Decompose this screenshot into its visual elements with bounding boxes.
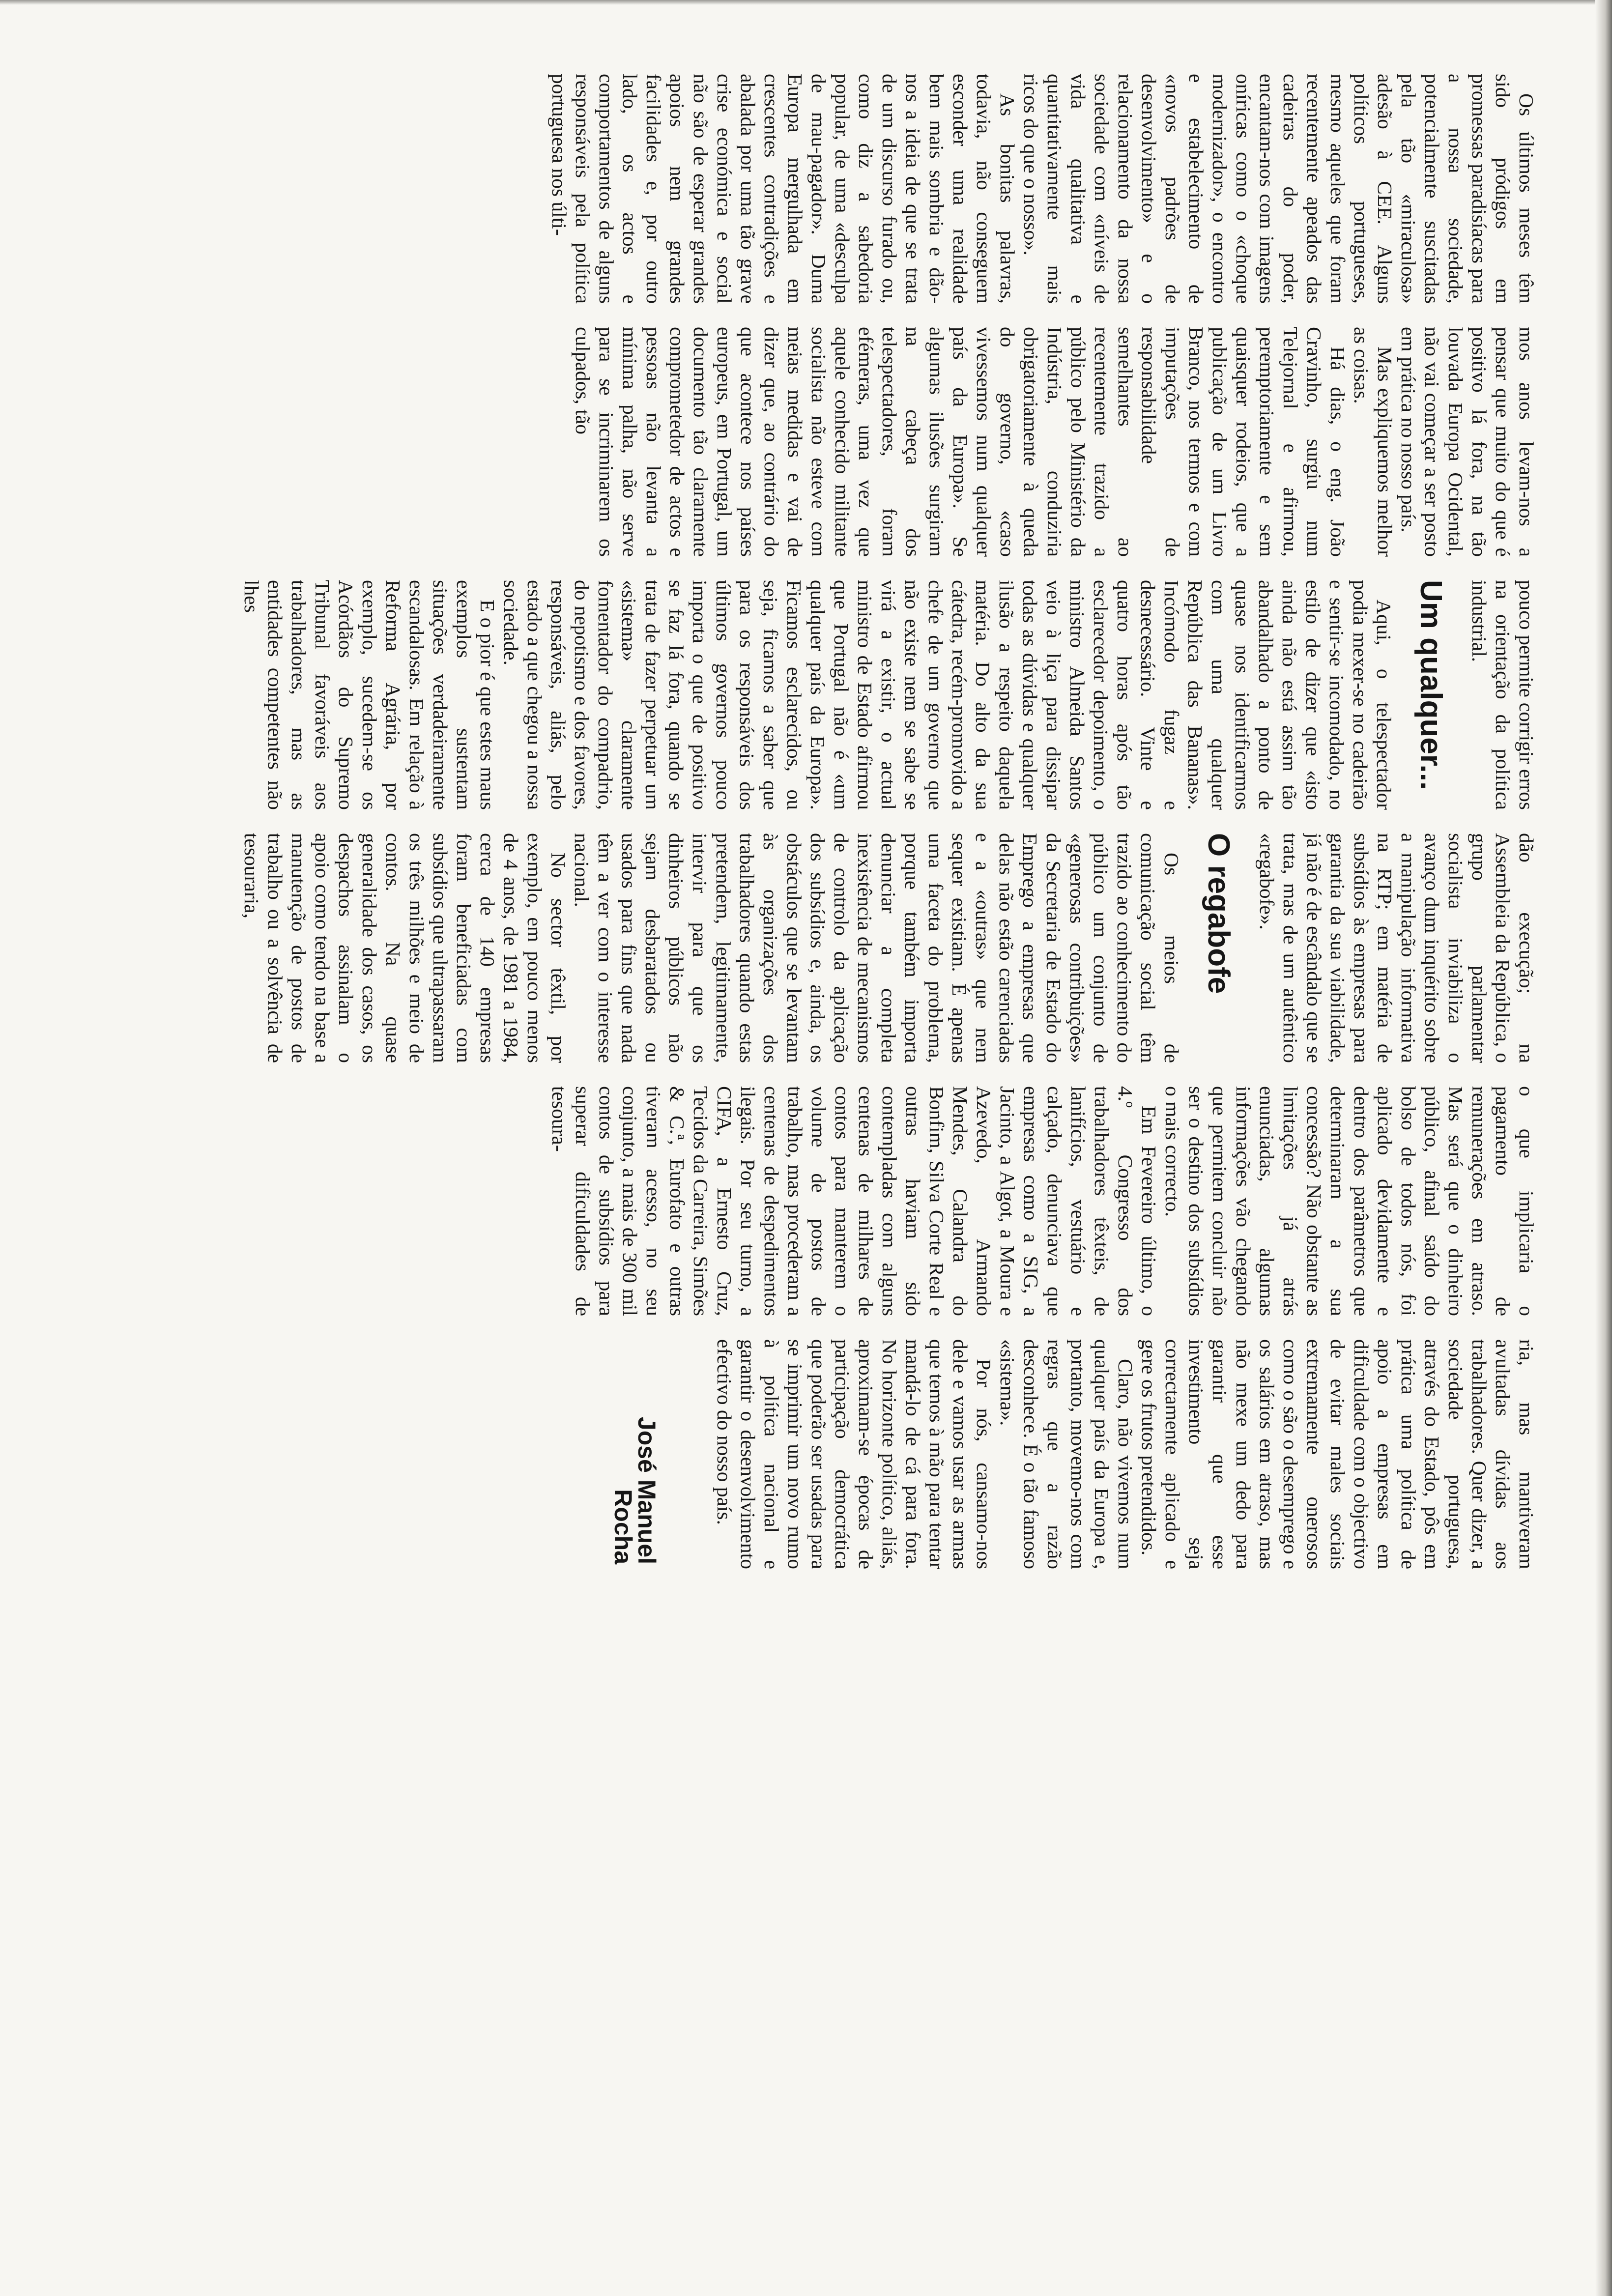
- article-paragraph: Claro, não vivemos num qualquer país da Europa e, portanto, movemo-nos com regras que a razão desconhece. É o tão famoso «sistema».: [996, 1339, 1137, 1569]
- article-paragraph: E o pior é que estes maus exemplos sustentam situações verdadeiramente escandalosas. Em relação à Reforma Agrária, por exemplo, sucedem-se os Acórdãos do Supremo Tribunal favoráveis aos trabalhadores, mas as entidades competentes não lhes: [240, 580, 499, 810]
- article-paragraph: Os últimos meses têm sido pródigos em promessas paradisíacas para a nossa sociedade, potencialmente suscitadas pela tão «miraculosa» adesão à CEE. Alguns políticos portugueses, mesmo aqueles que foram recentemente apeados das cadeiras do poder, encantam-nos com imagens oníricas como o «choque modernizador», o encontro e estabelecimento de «novos padrões de desenvolvimento» e o relacionamento da nossa sociedade com «níveis de vida qualitativa e quantitativamente mais ricos do que o nosso».: [1020, 74, 1538, 304]
- article-paragraph: As bonitas palavras, todavia, não conseguem esconder uma realidade bem mais sombria e dão-nos a ideia de que se trata de um discurso furado ou, como diz a sabedoria popular, de uma «desculpa de mau-pagador». Duma Europa mergulhada em crescentes contradições e abalada por uma tão grave crise económica e social não são de esperar grandes apoios nem grandes facilidades e, por outro lado, os actos e comportamentos de alguns responsáveis pela política portuguesa nos últi-: [548, 74, 1019, 304]
- article-paragraph: Mas expliquemos melhor as coisas.: [1350, 327, 1396, 557]
- article-column-3: [64, 580, 1538, 810]
- article-paragraph: dão execução; na Assembleia da República, o grupo parlamentar socialista inviabiliza o avanço dum inquérito sobre a manipulação informativa na RTP; em matéria de subsídios às empresas para garantia da sua viabilidade, já não é de escândalo que se trata, mas de um autêntico «regabofe».: [1256, 833, 1538, 1063]
- column-6-body: [713, 1339, 1538, 1569]
- article-paragraph: mos anos levam-nos a pensar que muito do que é positivo lá fora, na tão louvada Europa Ocidental, não vai começar a ser posto em prática no nosso país.: [1397, 327, 1538, 557]
- article-paragraph: Em Fevereiro último, o 4.º Congresso dos trabalhadores têxteis, de lanifícios, vestuário e calçado, denunciava que empresas como a SIG, a Jacinto, a Algot, a Moura e Azevedo, Armando Mendes, Calandra do Bonfim, Silva Corte Real e outras haviam sido contempladas com alguns centenas de milhares de contos para manterem o volume de postos de trabalho, mas procederam a centenas de despedimentos ilegais. Por seu turno, a CIFA, a Ernesto Cruz, Tecidos da Carreira, Simões & C.ª, Eurofato e outras tiveram acesso, no seu conjunto, a mais de 300 mil contos de subsídios para superar dificuldades de tesoura-: [548, 1086, 1160, 1316]
- article-paragraph: o que implicaria o pagamento de remunerações em atraso. Mas será que o dinheiro público, afinal saído do bolso de todos nós, foi aplicado devidamente e dentro dos parâmetros que determinaram a sua concessão? Não obstante as limitações já atrás enunciadas, algumas informações vão chegando que permitem concluir não ser o destino dos subsídios o mais correcto.: [1161, 1086, 1538, 1316]
- section-heading: Um qualquer...: [1414, 580, 1448, 790]
- section-heading: O regabofe: [1202, 833, 1236, 994]
- article-paragraph: ria, mas mantiveram avultadas dívidas aos trabalhadores. Quer dizer, a sociedade portuguesa, através do Estado, pôs em prática uma política de apoio a empresas em dificuldade com o objectivo de evitar males sociais extremamente onerosos como o são o desemprego e os salários em atraso, mas não mexe um dedo para garantir que esse investimento seja correctamente aplicado e gere os frutos pretendidos.: [1138, 1339, 1538, 1569]
- article-paragraph: No sector têxtil, por exemplo, em pouco menos de 4 anos, de 1981 a 1984, cerca de 140 empresas foram beneficiadas com subsídios que ultrapassaram os três milhões e meio de contos. Na quase generalidade dos casos, os despachos assinalam o apoio como tendo na base a manutenção de postos de trabalho ou a solvência de tesouraria,: [240, 833, 570, 1063]
- article-column-5: [64, 1086, 1538, 1316]
- article-paragraph: Por nós, cansamo-nos dele e vamos usar as armas que temos à mão para tentar mandá-lo de cá para fora. No horizonte político, aliás, aproximam-se épocas de participação democrática que poderão ser usadas para se imprimir um novo rumo à política nacional e garantir o desenvolvimento efectivo do nosso país.: [713, 1339, 995, 1569]
- article-column-6: [64, 1339, 1538, 1569]
- author-signature: José Manuel Rocha: [609, 1416, 661, 1564]
- article-paragraph: pouco permite corrigir erros na orientação da política industrial.: [1468, 580, 1538, 810]
- scan-right-edge: [1595, 0, 1612, 2296]
- article-column-2: [64, 327, 1538, 557]
- article-column-4: [64, 833, 1538, 1063]
- article-paragraph: Os meios de comunicação social têm trazido ao conhecimento do público um conjunto de «generosas contribuições» da Secretaria de Estado do Emprego a empresas que delas não estão carenciadas e a «outras» que nem sequer existiam. É apenas uma faceta do problema, porque também importa denunciar a completa inexistência de mecanismos de controlo da aplicação dos subsídios e, ainda, os obstáculos que se levantam às organizações dos trabalhadores quando estas pretendem, legitimamente, intervir para que os dinheiros públicos não sejam desbaratados ou usados para fins que nada têm a ver com o interesse nacional.: [571, 833, 1183, 1063]
- article-paragraph: Há dias, o eng. João Cravinho, surgiu num Telejornal e afirmou, peremptoriamente e sem quaisquer rodeios, que a publicação de um Livro Branco, nos termos e com imputações de responsabilidade semelhantes ao recentemente trazido a público pelo Ministério da Indústria, conduziria obrigatoriamente à queda do governo, «caso vivessemos num qualquer país da Europa». Se algumas ilusões surgiram na cabeça dos telespectadores, foram efémeras, uma vez que aquele conhecido militante socialista não esteve com meias medidas e vai de dizer que, ao contrário do que acontece nos países europeus, em Portugal, um documento tão claramente comprometedor de actos e pessoas não levanta a mínima palha, não serve para se incriminarem os culpados, tão: [572, 327, 1349, 557]
- article-paragraph: Aqui, o telespectador podia mexer-se no cadeirão e sentir-se incomodado, no estilo de dizer que «isto ainda não está assim tão abandalhado a ponto de quase nos identificarmos com uma qualquer República das Bananas». Incómodo fugaz e desnecessário. Vinte e quatro horas após tão esclarecedor depoimento, o ministro Almeida Santos veio à liça para dissipar todas as dúvidas e qualquer ilusão a respeito daquela matéria. Do alto da sua cátedra, recém-promovido a chefe de um governo que não existe nem se sabe se virá a existir, o actual ministro de Estado afirmou que Portugal não é «um qualquer país da Europa». Ficamos esclarecidos, ou seja, ficamos a saber que para os responsáveis dos últimos governos pouco importa o que de positivo se faz lá fora, quando se trata de fazer perpetuar um «sistema» claramente fomentador do compadrio, do nepotismo e dos favores, responsáveis, aliás, pelo estado a que chegou a nossa sociedade.: [500, 580, 1395, 810]
- article-column-1: [64, 74, 1538, 304]
